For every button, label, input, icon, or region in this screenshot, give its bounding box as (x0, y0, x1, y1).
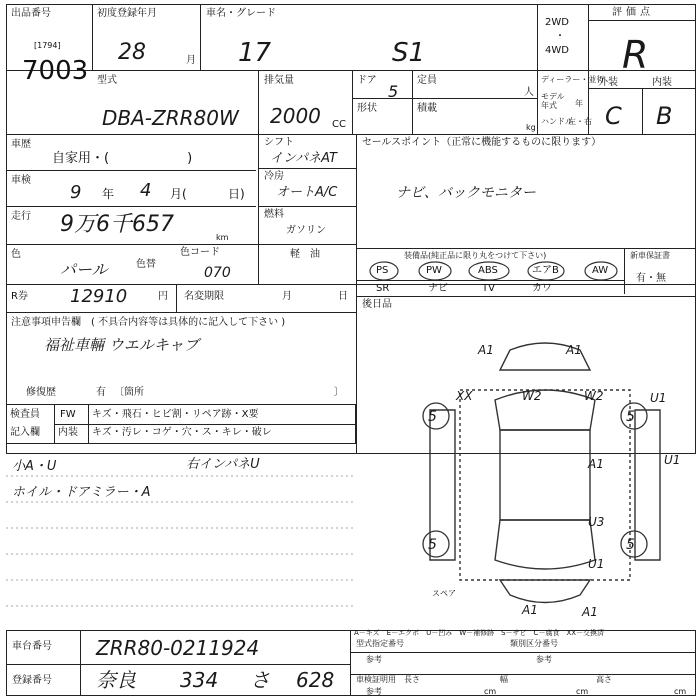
equipment-circles (356, 248, 624, 296)
mark-w2-fender: W2 (584, 389, 604, 403)
lot-label: 出品番号 (11, 8, 51, 19)
mark-tire-fr: 5 (626, 409, 635, 425)
cert-label: 車検証明用 (356, 675, 396, 684)
spare-label: スペア (432, 589, 456, 598)
car-name: 17 (238, 38, 272, 68)
recycle-label: R券 (11, 291, 28, 302)
mileage-value: 9万6千657 (60, 212, 174, 237)
drive-4wd[interactable]: 4WD (545, 45, 569, 56)
color-code-label: 色コード (180, 247, 220, 258)
mark-tire-fl: 5 (428, 409, 437, 425)
chassis-label: 車台番号 (12, 641, 52, 652)
width-unit: cm (576, 687, 589, 696)
fuel-diesel[interactable]: 軽 油 (290, 249, 320, 260)
fw-label: FW (60, 409, 76, 420)
door-value: 5 (388, 82, 399, 101)
score-value: R (622, 33, 649, 77)
color-swap-label: 色替 (136, 259, 156, 270)
exterior-label: 外装 (598, 77, 618, 88)
inspection-day-unit: 日) (228, 187, 245, 201)
handle-sides: 左・右 (568, 117, 592, 126)
equip-navi[interactable]: ナビ (428, 283, 448, 294)
fuel-label: 燃料 (264, 209, 284, 220)
first-reg-label: 初度登録年月 (97, 8, 157, 19)
later-items-label: 後日品 (362, 299, 392, 310)
mark-xx: XX (456, 389, 473, 403)
equip-leather[interactable]: カワ (532, 283, 552, 294)
legend-text: A－キズ E－エクボ U－凹み W－補修跡 S－サビ C－腐食 XX－交換済 (354, 629, 605, 637)
mark-u1-front: U1 (650, 391, 667, 405)
height-label: 高さ (596, 675, 612, 684)
interior-insp-items: キズ・汚レ・コゲ・穴・ス・キレ・破レ (92, 427, 272, 438)
mileage-label: 走行 (11, 211, 31, 222)
ruled-lines (6, 450, 356, 630)
cert-ref: 参考 (366, 687, 382, 696)
fw-items: キズ・飛石・ヒビ割・リペア跡・X要 (92, 409, 259, 420)
handle-label: ハンドル (541, 117, 573, 126)
inspection-year-unit: 年 (102, 187, 115, 201)
cc-unit: CC (332, 119, 346, 130)
dealer-label: ディーラー・並行 (541, 75, 605, 84)
reg-class: 334 (180, 668, 219, 692)
repair-location: 〔箇所 (114, 387, 144, 398)
equip-ps[interactable]: PS (376, 265, 389, 276)
door-label: ドア (357, 75, 377, 86)
length-unit: cm (484, 687, 497, 696)
equip-aw[interactable]: AW (592, 265, 609, 276)
mark-w2-hood: W2 (522, 389, 542, 403)
mark-u1-rear: U1 (588, 557, 605, 571)
history-value: 自家用・( ) (52, 151, 193, 166)
chassis-number: ZRR80-0211924 (96, 636, 260, 660)
mark-a1-bottom-left: A1 (522, 603, 538, 617)
equipment-label: 装備品(純正品に限り丸をつけて下さい) (404, 251, 547, 260)
model-year-label: モデル 年式 (541, 92, 565, 110)
category-label: 類別区分番号 (510, 639, 558, 648)
interior-grade: B (656, 102, 673, 130)
person-unit: 人 (524, 87, 534, 98)
lot-number: 7003 (22, 56, 89, 86)
first-reg-month-unit: 月 (186, 55, 196, 66)
drive-dot: ・ (555, 31, 565, 42)
equip-airbag[interactable]: エアB (532, 265, 559, 276)
interior-insp-label: 内装 (58, 427, 78, 438)
tire-circles (410, 390, 660, 570)
kg-unit: kg (526, 123, 536, 132)
notes-text: 福祉車輛 ウエルキャブ (44, 336, 199, 354)
lot-sub: [1794] (34, 41, 61, 50)
warranty-label: 新車保証書 (630, 251, 670, 260)
height-unit: cm (674, 687, 687, 696)
equip-sr[interactable]: SR (376, 283, 390, 294)
name-change-label: 名変期限 (184, 291, 224, 302)
equip-pw[interactable]: PW (426, 265, 442, 276)
notes-label: 注意事項申告欄 ( 不具合内容等は具体的に記入して下さい ) (11, 317, 286, 328)
color-code: 070 (204, 265, 231, 281)
length-label: 長さ (404, 675, 420, 684)
hand-note-2: ホイル・ドアミラー・A (12, 485, 151, 500)
warranty-value[interactable]: 有・無 (636, 273, 666, 284)
reg-region: 奈良 (96, 668, 136, 692)
shift-label: シフト (264, 137, 294, 148)
mark-u1-door: U1 (664, 453, 681, 467)
grade: S1 (392, 38, 426, 68)
model-label: 型式 (97, 75, 117, 86)
inspection-label: 車検 (11, 175, 31, 186)
hand-note-1: 小A・U (12, 459, 57, 474)
history-label: 車歴 (11, 139, 31, 150)
equip-tv[interactable]: TV (482, 283, 495, 294)
shift-value: インパネAT (270, 151, 337, 166)
name-change-day: 日 (338, 291, 348, 302)
repair-close: 〕 (334, 387, 344, 398)
drive-2wd[interactable]: 2WD (545, 17, 569, 28)
name-grade-label: 車名・グレード (206, 8, 276, 19)
inspection-month: 4 (140, 180, 152, 201)
exterior-grade: C (605, 102, 622, 130)
yen-unit: 円 (158, 291, 168, 302)
score-label: 評価点 (612, 7, 654, 18)
mark-a1-top-right: A1 (566, 343, 582, 357)
name-change-month: 月 (282, 291, 292, 302)
recycle-amount: 12910 (70, 286, 128, 307)
repair-value[interactable]: 有 (96, 387, 106, 398)
inspection-month-unit: 月( (170, 187, 187, 201)
repair-label: 修復歴 (26, 387, 56, 398)
displacement-value: 2000 (270, 104, 321, 128)
inspector-label-2: 記入欄 (10, 427, 40, 438)
mark-tire-rl: 5 (428, 537, 437, 553)
fuel-gas[interactable]: ガソリン (286, 225, 326, 236)
ac-label: 冷房 (264, 171, 284, 182)
sales-point-text: ナビ、バックモニター (396, 185, 536, 201)
inspector-label-1: 検査員 (10, 409, 40, 420)
equip-abs[interactable]: ABS (478, 265, 498, 276)
capacity-label: 定員 (417, 75, 437, 86)
category-ref: 参考 (536, 655, 552, 664)
color-value: パール (60, 260, 108, 279)
mark-a1-door: A1 (588, 457, 604, 471)
width-label: 幅 (500, 675, 508, 684)
interior-label: 内装 (652, 77, 672, 88)
year-unit: 年 (575, 99, 583, 108)
displacement-label: 排気量 (264, 75, 294, 86)
reg-kana: さ (250, 668, 270, 692)
ac-value: オートA/C (276, 185, 338, 200)
sales-point-label: セールスポイント（正常に機能するものに限ります） (362, 137, 602, 148)
first-reg-year: 28 (118, 40, 146, 65)
load-label: 積載 (417, 103, 437, 114)
mark-u3: U3 (588, 515, 605, 529)
reg-num: 628 (296, 668, 335, 692)
hand-note-3: 右インパネU (186, 457, 260, 472)
km-unit: km (216, 233, 229, 242)
mark-a1-bottom-right: A1 (582, 605, 598, 619)
model-value: DBA-ZRR80W (102, 106, 239, 130)
color-label: 色 (11, 249, 21, 260)
model-specified-ref: 参考 (366, 655, 382, 664)
inspection-year: 9 (70, 182, 82, 203)
shape-label: 形状 (357, 103, 377, 114)
model-specified-label: 型式指定番号 (356, 639, 404, 648)
mark-a1-top-left: A1 (478, 343, 494, 357)
mark-tire-rr: 5 (626, 537, 635, 553)
reg-label: 登録番号 (12, 675, 52, 686)
